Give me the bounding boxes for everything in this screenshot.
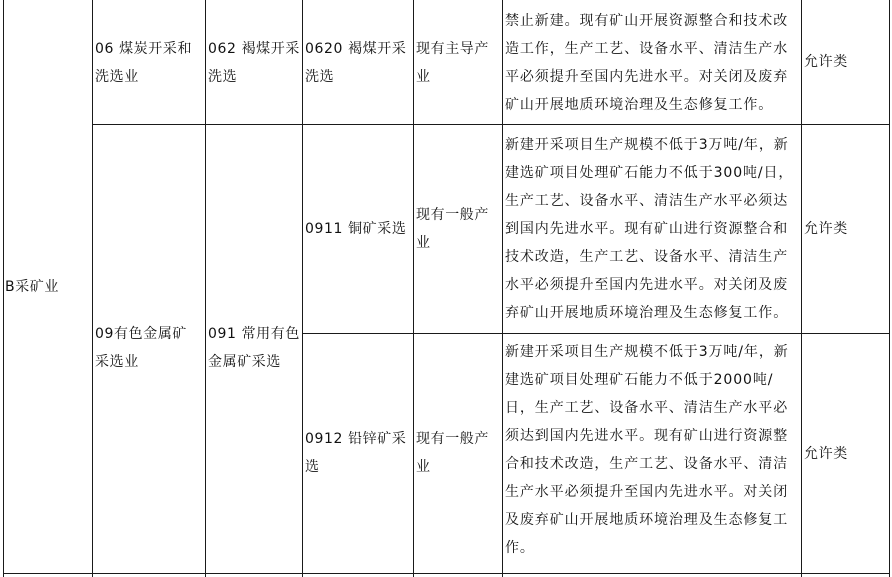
- category-label: 允许类: [804, 445, 848, 462]
- minor-class-cell: [305, 425, 412, 481]
- medium-class-label: 062 褐煤开采洗选: [208, 41, 300, 85]
- category-label: 允许类: [804, 221, 848, 237]
- category-cell: [804, 0, 888, 124]
- requirement-cell: [505, 338, 799, 562]
- minor-class-label: 0911 铜矿采选: [305, 221, 407, 237]
- table-border-bottom: [3, 573, 890, 574]
- row-divider: [302, 333, 890, 334]
- minor-class-label: 0620 褐煤开采洗选: [305, 41, 407, 85]
- requirement-cell: [505, 131, 799, 327]
- major-class-label: 09有色金属矿采选业: [95, 326, 188, 370]
- minor-class-cell: [305, 215, 412, 243]
- status-cell: [416, 425, 500, 481]
- column-divider: [92, 0, 93, 577]
- requirement-cell: [505, 7, 799, 119]
- column-divider: [205, 0, 206, 577]
- minor-class-cell: [305, 35, 412, 91]
- major-class-cell: [95, 35, 201, 91]
- section-cell: [5, 0, 91, 573]
- requirement-text: 禁止新建。现有矿山开展资源整合和技术改造工作，生产工艺、设备水平、清洁生产水平必须提升至国内先进水平。对关闭及废弃矿山开展地质环境治理及生态修复工作。: [505, 13, 789, 113]
- column-divider: [801, 0, 802, 577]
- requirement-text: 新建开采项目生产规模不低于3万吨/年，新建选矿项目处理矿石能力不低于2000吨/日，生产工艺、设备水平、清洁生产水平必须达到国内先进水平。现有矿山进行资源整合和技术改造，生产工艺、设备水平、清洁生产水平必须提升至国内先进水平。对关闭及废弃矿山开展地质环境治理及生态修复工作。: [505, 344, 789, 556]
- status-label: 现有一般产业: [416, 207, 489, 251]
- requirement-text: 新建开采项目生产规模不低于3万吨/年，新建选矿项目处理矿石能力不低于300吨/日，生产工艺、设备水平、清洁生产水平必须达到国内先进水平。现有矿山进行资源整合和技术改造，生产工艺、设备水平、清洁生产水平必须提升至国内先进水平。对关闭及废弃矿山开展地质环境治理及生态修复工作。: [505, 137, 794, 321]
- table-border-left: [3, 0, 4, 577]
- status-cell: [416, 201, 500, 257]
- column-divider: [502, 0, 503, 577]
- status-label: 现有主导产业: [416, 41, 489, 85]
- section-label: B采矿业: [5, 278, 60, 295]
- category-cell: [804, 125, 888, 333]
- column-divider: [302, 0, 303, 577]
- category-cell: [804, 334, 888, 573]
- major-class-cell: [95, 320, 201, 376]
- major-class-label: 06 煤炭开采和洗选业: [95, 41, 193, 85]
- column-divider: [413, 0, 414, 577]
- status-cell: [416, 35, 500, 91]
- medium-class-cell: [208, 35, 300, 91]
- minor-class-label: 0912 铅锌矿采选: [305, 431, 407, 475]
- category-label: 允许类: [804, 54, 848, 70]
- row-divider: [92, 124, 890, 125]
- table-border-right: [889, 0, 890, 577]
- status-label: 现有一般产业: [416, 431, 489, 475]
- medium-class-label: 091 常用有色金属矿采选: [208, 326, 300, 370]
- medium-class-cell: [208, 320, 300, 376]
